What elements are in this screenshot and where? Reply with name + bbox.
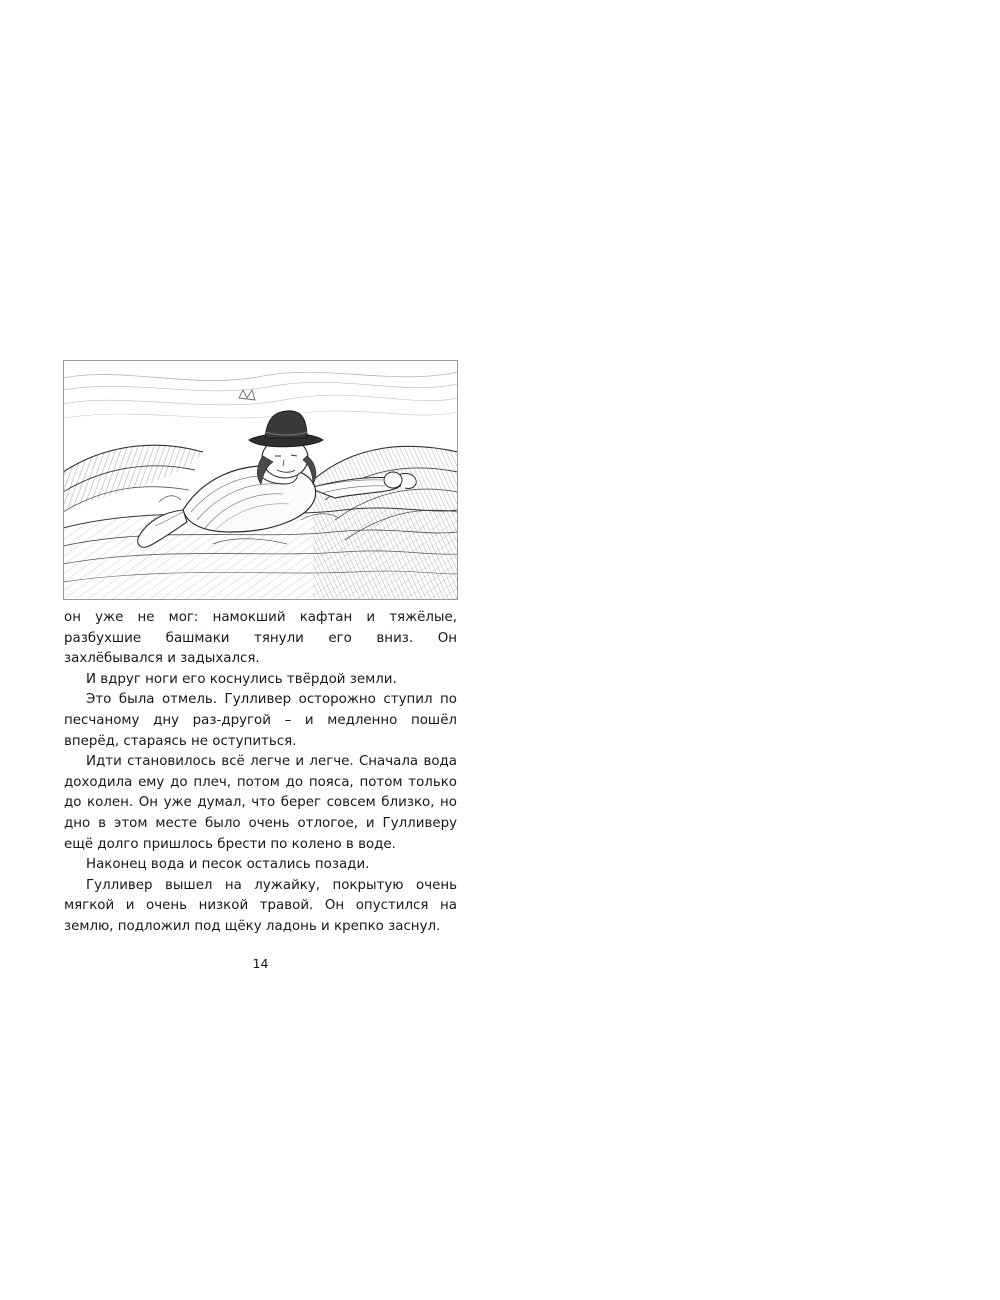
paragraph: Идти становилось всё легче и легче. Сначала вода доходила ему до плеч, потом до пояса, потом только до колен. Он уже думал, что берег совсем близко, но дно в этом месте было очень отлогое, и Гулливеру ещё долго пришлось брести по колено в воде. [64,754,457,852]
paragraph: И вдруг ноги его коснулись твёрдой земли. [86,671,397,687]
left-page-text-column [64,608,457,938]
page-number-left: 14 [252,956,269,971]
paragraph: Наконец вода и песок остались позади. [86,857,370,873]
page-right [500,0,1000,1300]
paragraph: Гулливер вышел на лужайку, покрытую очень мягкой и очень низкой травой. Он опустился на землю, подложил под щёку ладонь и крепко заснул. [64,877,457,934]
paragraph: Это была отмель. Гулливер осторожно ступил по песчаному дну раз-другой – и медленно пошёл вперёд, стараясь не оступиться. [64,692,457,749]
paragraph: он уже не мог: намокший кафтан и тяжёлые, разбухшие башмаки тянули его вниз. Он захлёбывался и задыхался. [64,610,457,667]
illustration-gulliver-swimming [63,360,458,600]
